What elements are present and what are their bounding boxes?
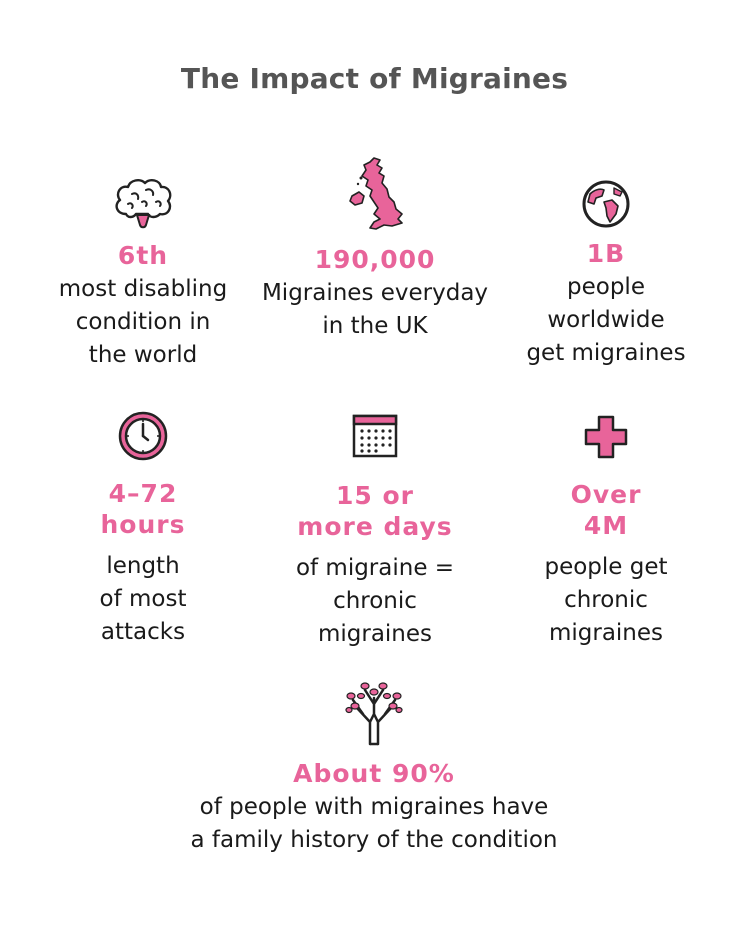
clock-icon (117, 410, 169, 462)
stat-value: 4–72 hours (100, 479, 186, 539)
stat-chronic-people (486, 415, 726, 650)
stat-value: About 90% (293, 759, 455, 788)
uk-map-icon (344, 156, 406, 236)
calendar-icon (352, 414, 398, 458)
stat-value: 6th (117, 241, 169, 270)
stat-chronic-days (255, 414, 495, 651)
globe-icon (580, 178, 632, 230)
stat-uk-daily (255, 156, 495, 343)
family-tree-icon (343, 678, 405, 746)
stat-description: people worldwide get migraines (526, 274, 686, 366)
stat-value: 15 or more days (297, 481, 453, 541)
stat-description: of migraine = chronic migraines (295, 555, 455, 647)
stat-worldwide (486, 178, 726, 370)
stat-value: 190,000 (314, 245, 436, 274)
stat-value: Over 4M (570, 480, 642, 540)
stat-description: length of most attacks (99, 553, 187, 645)
stat-family-history (124, 678, 624, 857)
page-title: The Impact of Migraines (180, 62, 569, 95)
medical-cross-icon (584, 415, 628, 459)
stat-description: Migraines everyday in the UK (261, 280, 489, 339)
stat-value: 1B (586, 239, 626, 268)
stat-description: most disabling condition in the world (58, 276, 228, 368)
stat-disabling (23, 176, 263, 372)
stat-attack-length (23, 410, 263, 649)
stat-description: of people with migraines have a family history of the condition (190, 794, 558, 853)
brain-icon (112, 176, 174, 234)
stat-description: people get chronic migraines (544, 554, 668, 646)
